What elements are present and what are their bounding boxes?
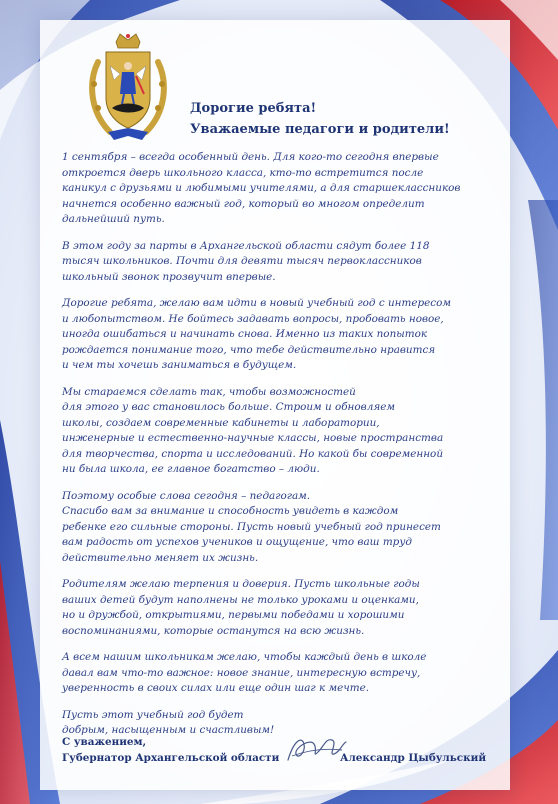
greeting-heading: [190, 98, 520, 140]
author-position: Губернатор Архангельской области: [62, 752, 280, 764]
author-name: Александр Цыбульский: [340, 752, 487, 764]
closing-phrase: С уважением,: [62, 736, 147, 748]
paragraph-closing-wish: Пусть этот учебный год будет добрым, насыщенным и счастливым!: [62, 708, 275, 737]
paragraph-teachers: Поэтому особые слова сегодня – педагогам. Спасибо вам за внимание и способность увидеть в каждом ребенке его сильные стороны. Пусть новый учебный год принесет вам радость от успехов учеников и ощущение, что ваш труд действительно меняет их жизнь.: [62, 489, 441, 565]
signature-block: [62, 734, 512, 774]
greeting-line-children: Дорогие ребята!: [190, 101, 317, 116]
paragraph-students-count: В этом году за парты в Архангельской области сядут более 118 тысяч школьников. Почти для девяти тысяч первоклассников школьный звонок прозвучит впервые.: [62, 239, 430, 283]
letter-body: [62, 150, 512, 749]
paragraph-first-september: 1 сентября – всегда особенный день. Для кого-то сегодня впервые откроется дверь школьного класса, кто-то встретится после каникул с друзьями и любимыми учителями, а для старшеклассников начнется особенно важный год, который во многом определит дальнейший путь.: [62, 151, 461, 226]
paragraph-parents: Родителям желаю терпения и доверия. Пусть школьные годы ваших детей будут наполнены не только уроками и оценками, но и дружбой, открытиями, первыми победами и хорошими воспоминаниями, которые останутся на всю жизнь.: [62, 578, 420, 637]
coat-of-arms-icon: [80, 32, 176, 144]
paragraph-opportunities: Мы стараемся сделать так, чтобы возможностей для этого у вас становилось больше. Строим и обновляем школы, создаем современные кабинеты и лаборатории, инженерные и естественно-научные классы, новые пространства для творчества, спорта и исследований. Но какой бы современной ни была школа, ее главное богатство – люди.: [62, 385, 444, 476]
paragraph-schoolchildren: А всем нашим школьникам желаю, чтобы каждый день в школе давал вам что-то важное: новое знание, интересную встречу, уверенность в своих силах или еще один шаг к мечте.: [62, 651, 427, 695]
paragraph-wishes-children: Дорогие ребята, желаю вам идти в новый учебный год с интересом и любопытством. Не бойтесь задавать вопросы, пробовать новое, иногда ошибаться и начинать снова. Именно из таких попыток рождается понимание того, что тебе действительно нравится и чем ты хочешь заниматься в будущем.: [62, 296, 451, 372]
greeting-line-teachers-parents: Уважаемые педагоги и родители!: [190, 122, 450, 137]
signature-icon: [284, 730, 348, 770]
